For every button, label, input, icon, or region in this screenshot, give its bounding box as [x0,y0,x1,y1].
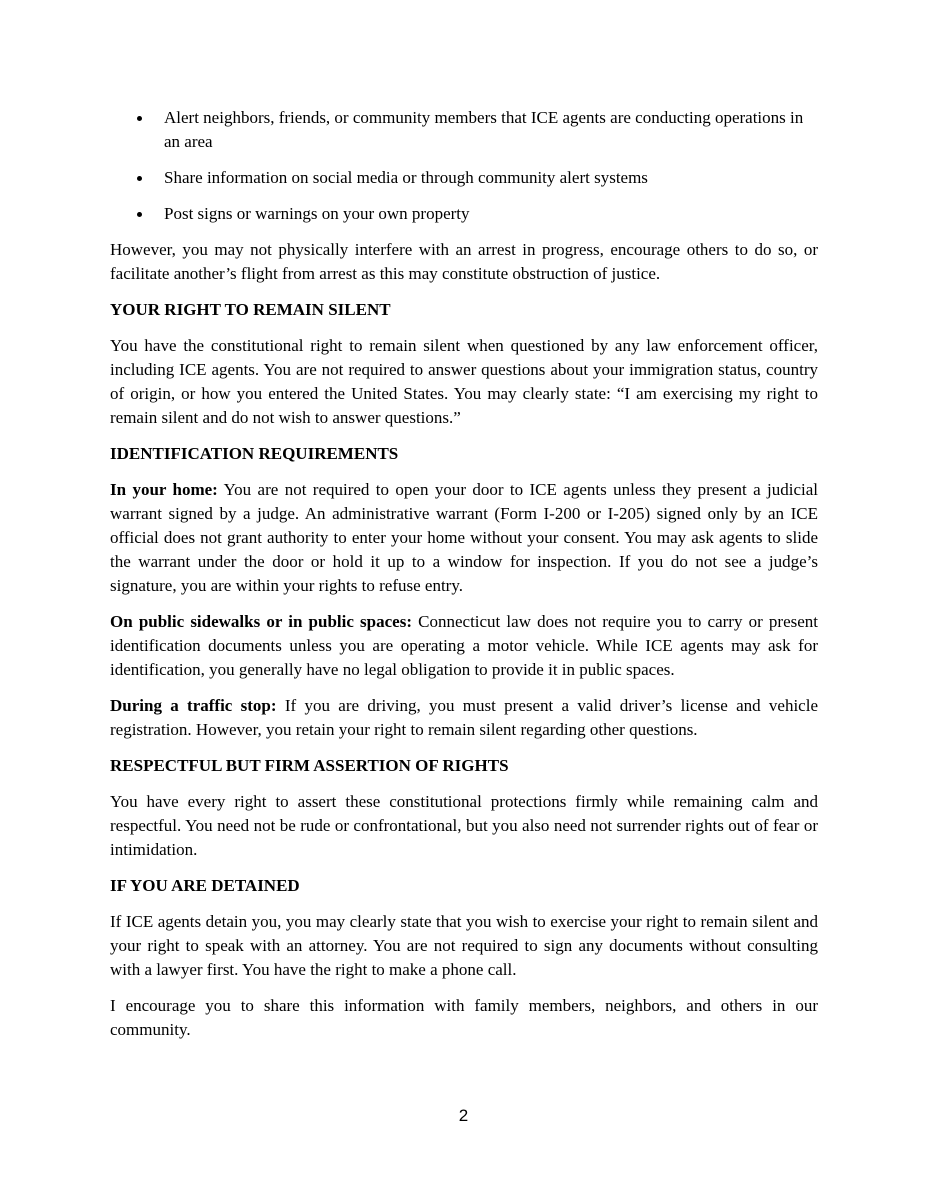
page-number: 2 [458,1106,469,1125]
assertion-paragraph: You have every right to assert these constitutional protections firmly while remaining calm and respectful. You need not be rude or confrontational, but you also need not surrender rights out of fear or intimidation. [110,792,818,859]
bullet-icon [137,212,142,217]
home-lead: In your home: [110,480,218,499]
public-lead: On public sidewalks or in public spaces: [110,612,412,631]
list-item [110,166,818,190]
identification-heading: IDENTIFICATION REQUIREMENTS [110,444,399,463]
allowed-actions-list [110,106,818,226]
obstruction-paragraph: However, you may not physically interfere with an arrest in progress, encourage others to do so, or facilitate another’s flight from arrest as this may constitute obstruction of justice. [110,240,818,283]
bullet-text: Alert neighbors, friends, or community members that ICE agents are conducting operations in an area [164,108,804,151]
list-item [110,202,818,226]
traffic-text: If you are driving, you must present a valid driver’s license and vehicle registration. However, you retain your right to remain silent regarding other questions. [110,696,818,739]
public-text: Connecticut law does not require you to carry or present identification documents unless you are operating a motor vehicle. While ICE agents may ask for identification, you generally have no legal obligation to provide it in public spaces. [110,612,818,679]
home-paragraph [110,478,818,598]
bullet-text: Post signs or warnings on your own property [164,204,470,223]
assertion-heading: RESPECTFUL BUT FIRM ASSERTION OF RIGHTS [110,756,509,775]
bullet-icon [137,116,142,121]
traffic-lead: During a traffic stop: [110,696,277,715]
closing-paragraph: I encourage you to share this information with family members, neighbors, and others in our community. [110,996,818,1039]
page-content [110,106,818,1054]
silent-paragraph: You have the constitutional right to remain silent when questioned by any law enforcement officer, including ICE agents. You are not required to answer questions about your immigration status, country of origin, or how you entered the United States. You may clearly state: “I am exercising my right to remain silent and do not wish to answer questions.” [110,336,818,427]
bullet-icon [137,176,142,181]
silent-heading: YOUR RIGHT TO REMAIN SILENT [110,300,391,319]
home-text: You are not required to open your door to ICE agents unless they present a judicial warrant signed by a judge. An administrative warrant (Form I-200 or I-205) signed only by an ICE official does not grant authority to enter your home without your consent. You may ask agents to slide the warrant under the door or hold it up to a window for inspection. If you do not see a judge’s signature, you are within your rights to refuse entry. [110,480,819,595]
detained-paragraph: If ICE agents detain you, you may clearly state that you wish to exercise your right to remain silent and your right to speak with an attorney. You are not required to sign any documents without consulting with a lawyer first. You have the right to make a phone call. [110,912,818,979]
detained-heading: IF YOU ARE DETAINED [110,876,300,895]
traffic-paragraph [110,694,818,742]
list-item [110,106,818,154]
public-paragraph [110,610,818,682]
bullet-text: Share information on social media or through community alert systems [164,168,648,187]
